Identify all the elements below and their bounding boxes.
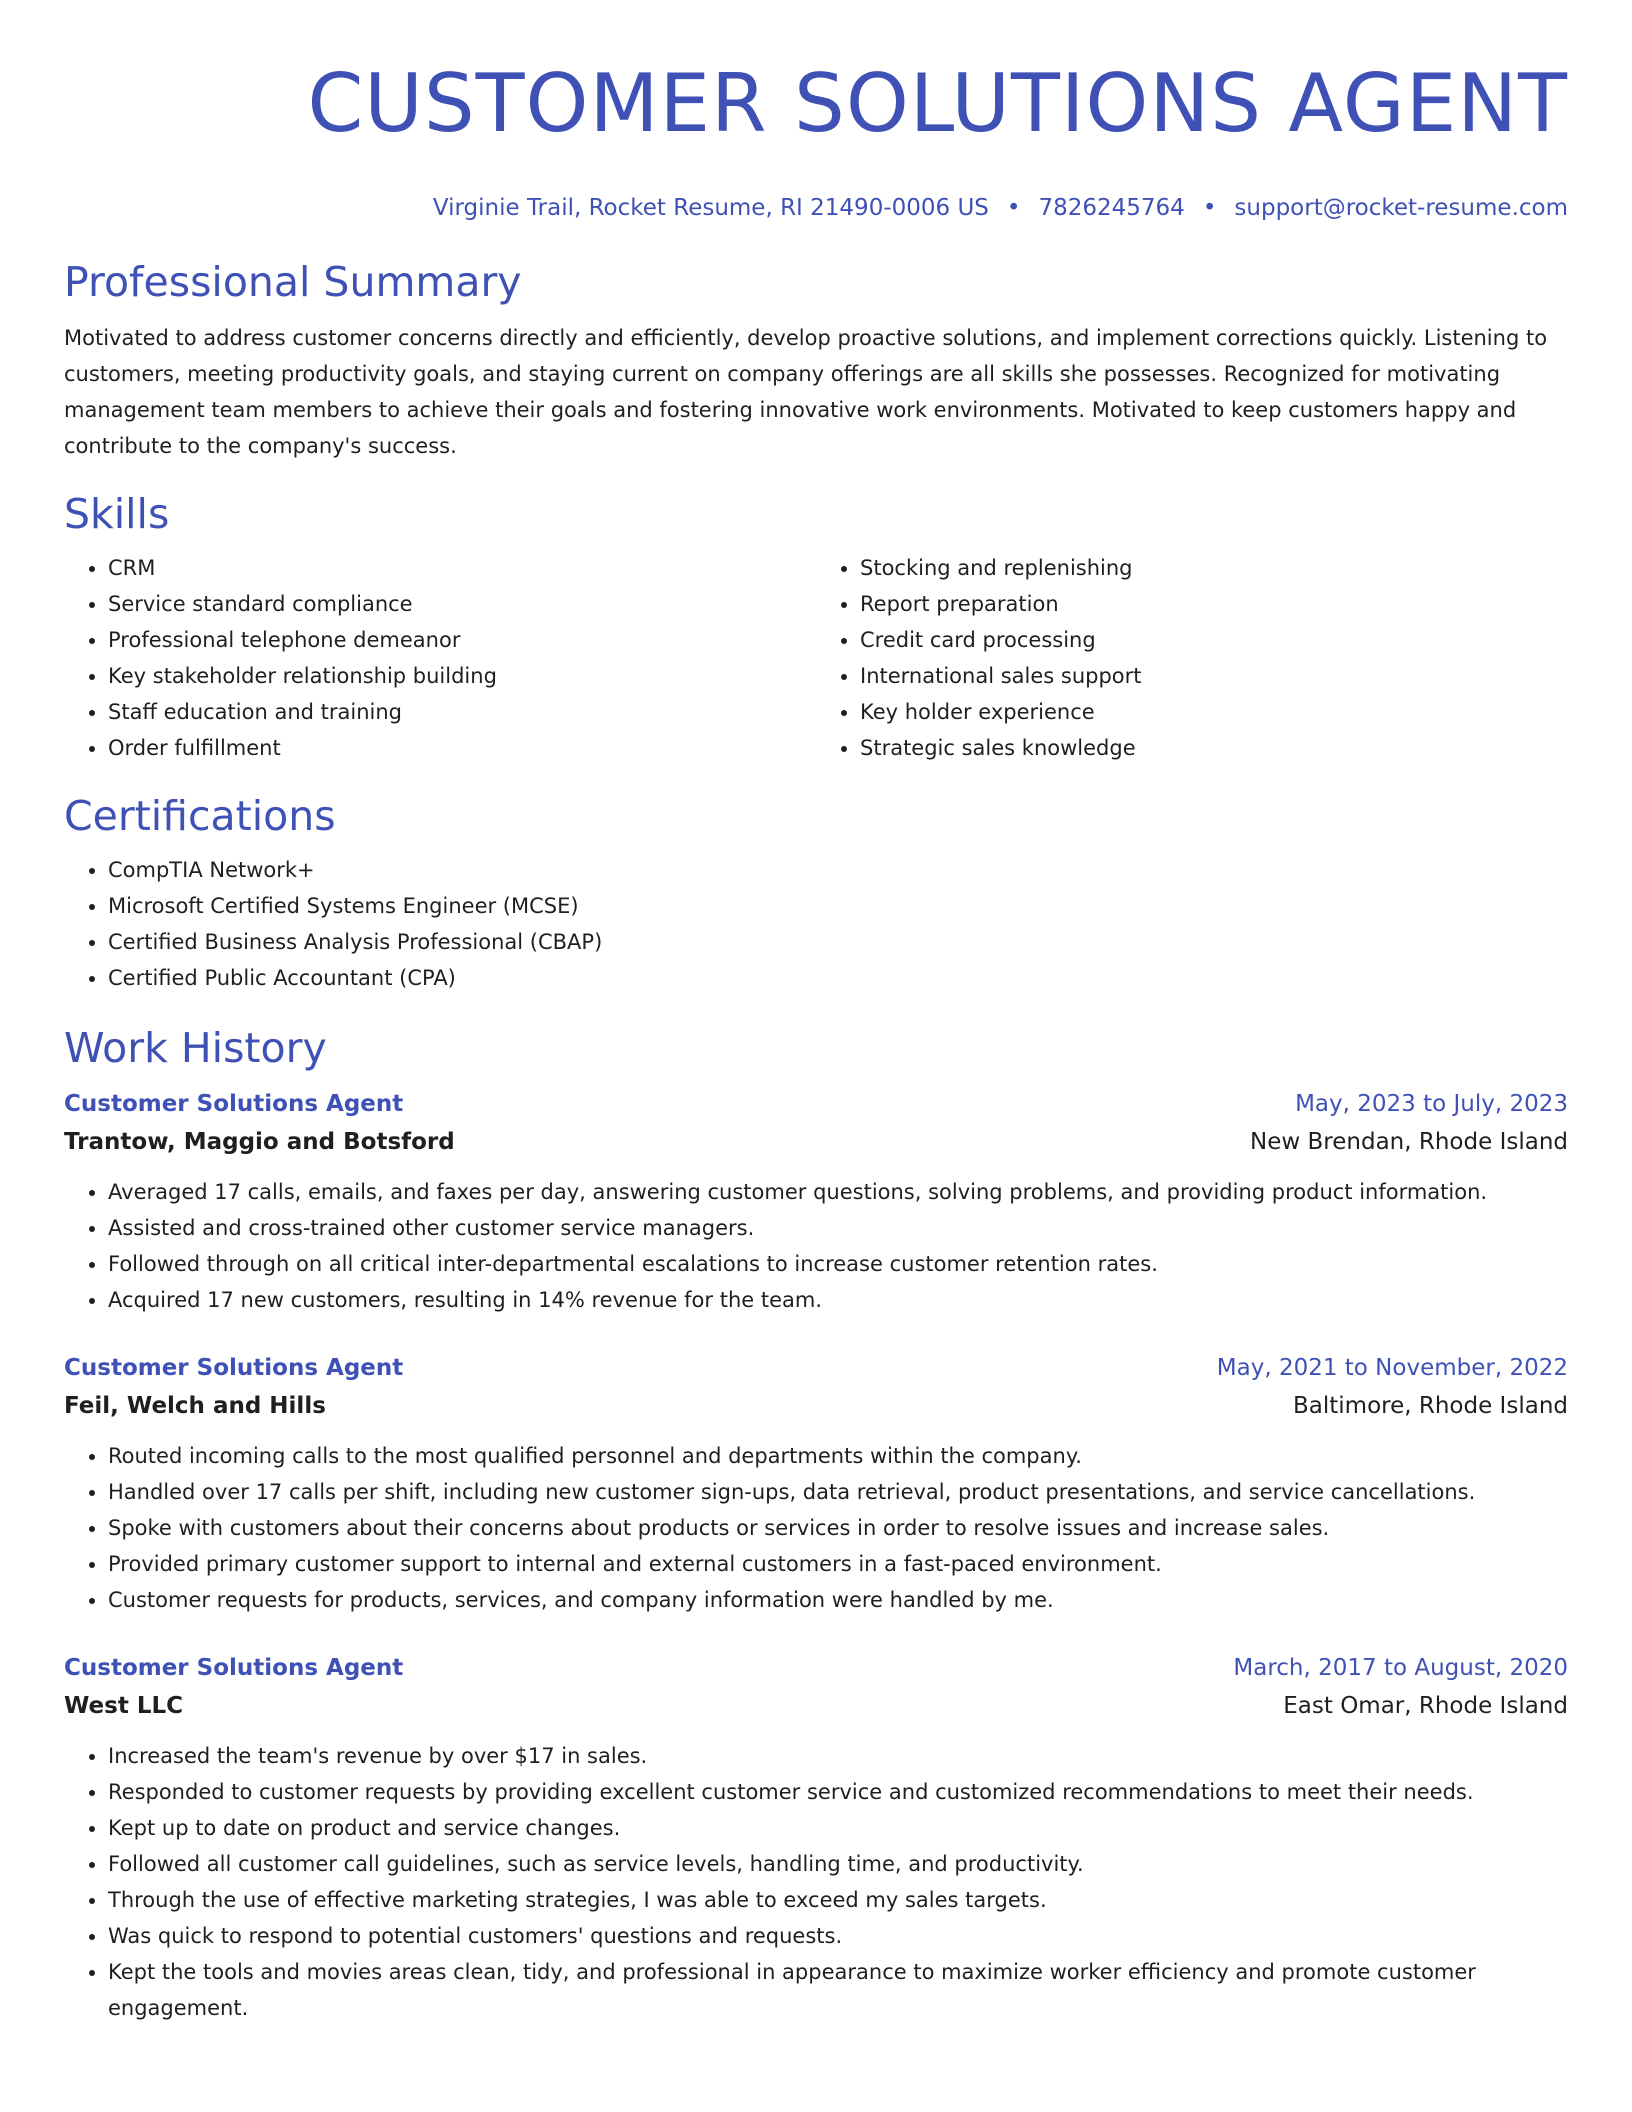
certification-item: • Certified Public Accountant (CPA): [108, 960, 1568, 996]
job-header-row: [64, 1086, 1568, 1122]
job-header-row: [64, 1350, 1568, 1386]
job-dates: March, 2017 to August, 2020: [1233, 1655, 1568, 1681]
job-bullet: • Through the use of effective marketing strategies, I was able to exceed my sales targets.: [108, 1882, 1568, 1918]
job-company-row: [64, 1386, 1568, 1426]
job-bullets: [64, 1738, 1568, 2026]
summary-heading: Professional Summary: [64, 258, 522, 306]
skill-item: • Order fulfillment: [108, 730, 816, 766]
skill-item: • International sales support: [860, 658, 1568, 694]
contact-address: Virginie Trail, Rocket Resume, RI 21490-0006 US: [432, 195, 989, 221]
skills-grid: [64, 550, 1568, 766]
job-bullet: • Provided primary customer support to internal and external customers in a fast-paced environment.: [108, 1546, 1568, 1582]
certification-item: • Certified Business Analysis Professional (CBAP): [108, 924, 1568, 960]
job-bullet: • Followed through on all critical inter-departmental escalations to increase customer retention rates.: [108, 1246, 1568, 1282]
job-company: West LLC: [64, 1693, 184, 1719]
skills-heading: Skills: [64, 490, 170, 538]
job-header-row: [64, 1650, 1568, 1686]
certifications-list: [64, 852, 1568, 996]
job-bullet: • Customer requests for products, services, and company information were handled by me.: [108, 1582, 1568, 1618]
skill-item: • Credit card processing: [860, 622, 1568, 658]
job-title: Customer Solutions Agent: [64, 1655, 404, 1681]
job-dates: May, 2021 to November, 2022: [1216, 1355, 1568, 1381]
job-entry: [64, 1086, 1568, 1318]
skills-list-left: [64, 550, 816, 766]
skill-item: • Professional telephone demeanor: [108, 622, 816, 658]
resume-title: CUSTOMER SOLUTIONS AGENT: [307, 57, 1568, 150]
skill-item: • Service standard compliance: [108, 586, 816, 622]
job-company: Trantow, Maggio and Botsford: [64, 1129, 455, 1155]
contact-line: [64, 192, 1568, 224]
job-bullet: • Increased the team's revenue by over $17 in sales.: [108, 1738, 1568, 1774]
skill-item: • Key stakeholder relationship building: [108, 658, 816, 694]
job-bullet: • Followed all customer call guidelines, such as service levels, handling time, and productivity.: [108, 1846, 1568, 1882]
job-location: Baltimore, Rhode Island: [1293, 1393, 1568, 1419]
certifications-heading: Certifications: [64, 792, 336, 840]
work-history-heading: Work History: [64, 1024, 327, 1072]
job-dates: May, 2023 to July, 2023: [1295, 1091, 1568, 1117]
skill-item: • Strategic sales knowledge: [860, 730, 1568, 766]
job-company: Feil, Welch and Hills: [64, 1393, 326, 1419]
skill-item: • Key holder experience: [860, 694, 1568, 730]
job-bullet: • Acquired 17 new customers, resulting in 14% revenue for the team.: [108, 1282, 1568, 1318]
summary-text: Motivated to address customer concerns directly and efficiently, develop proactive solutions, and implement corrections quickly. Listening to customers, meeting productivity goals, and staying current on company offerings are all skills she possesses. Recognized for motivating management team members to achieve their goals and fostering innovative work environments. Motivated to keep customers happy and contribute to the company's success.: [64, 326, 1548, 458]
skill-item: • Stocking and replenishing: [860, 550, 1568, 586]
skill-item: • CRM: [108, 550, 816, 586]
job-bullet: • Spoke with customers about their concerns about products or services in order to resolve issues and increase sales.: [108, 1510, 1568, 1546]
skills-list-right: [816, 550, 1568, 766]
job-entry: [64, 1350, 1568, 1618]
job-company-row: [64, 1122, 1568, 1162]
certification-item: • CompTIA Network+: [108, 852, 1568, 888]
job-bullet: • Assisted and cross-trained other customer service managers.: [108, 1210, 1568, 1246]
job-location: East Omar, Rhode Island: [1283, 1693, 1568, 1719]
separator-dot: •: [1006, 195, 1021, 221]
job-bullet: • Handled over 17 calls per shift, including new customer sign-ups, data retrieval, product presentations, and service cancellations.: [108, 1474, 1568, 1510]
job-bullet: • Routed incoming calls to the most qualified personnel and departments within the company.: [108, 1438, 1568, 1474]
job-title: Customer Solutions Agent: [64, 1355, 404, 1381]
job-bullets: [64, 1438, 1568, 1618]
job-bullet: • Kept up to date on product and service changes.: [108, 1810, 1568, 1846]
job-location: New Brendan, Rhode Island: [1250, 1129, 1568, 1155]
job-bullet: • Responded to customer requests by providing excellent customer service and customized recommendations to meet their needs.: [108, 1774, 1568, 1810]
job-title: Customer Solutions Agent: [64, 1091, 404, 1117]
job-bullet: • Averaged 17 calls, emails, and faxes per day, answering customer questions, solving problems, and providing product information.: [108, 1174, 1568, 1210]
job-bullet: • Was quick to respond to potential customers' questions and requests.: [108, 1918, 1568, 1954]
job-bullet: • Kept the tools and movies areas clean, tidy, and professional in appearance to maximize worker efficiency and promote customer engagement.: [108, 1954, 1568, 2026]
contact-phone: 7826245764: [1038, 195, 1185, 221]
job-bullets: [64, 1174, 1568, 1318]
skill-item: • Staff education and training: [108, 694, 816, 730]
separator-dot: •: [1202, 195, 1217, 221]
job-company-row: [64, 1686, 1568, 1726]
certification-item: • Microsoft Certified Systems Engineer (MCSE): [108, 888, 1568, 924]
skill-item: • Report preparation: [860, 586, 1568, 622]
job-entry: [64, 1650, 1568, 2026]
contact-email[interactable]: support@rocket-resume.com: [1234, 195, 1568, 221]
